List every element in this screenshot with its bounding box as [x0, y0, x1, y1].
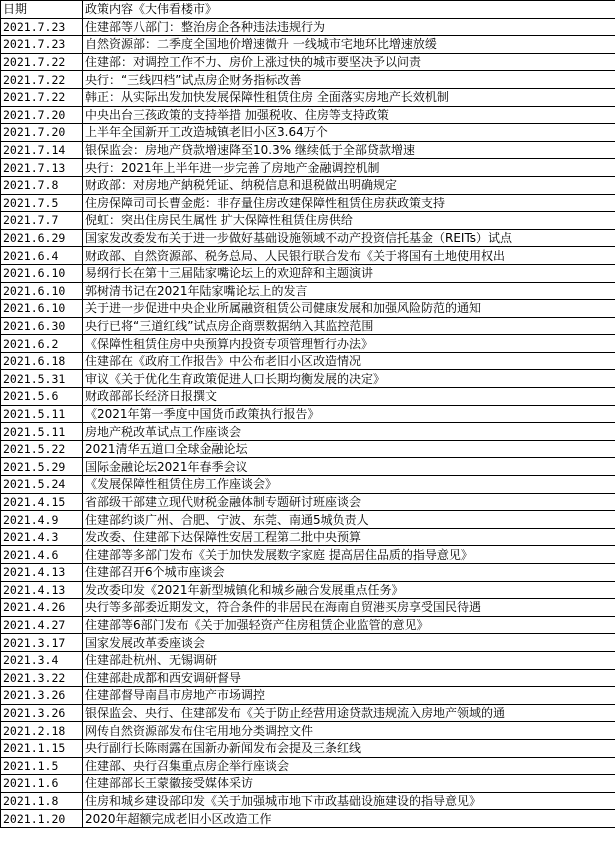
date-cell[interactable]: 2021.6.30: [1, 317, 83, 335]
date-cell[interactable]: 2021.4.15: [1, 493, 83, 511]
policy-content-cell[interactable]: 银保监会：房地产贷款增速降至10.3% 继续低于全部贷款增速: [83, 141, 615, 159]
table-row: [1, 36, 615, 54]
date-cell[interactable]: 2021.7.7: [1, 212, 83, 230]
policy-content-cell[interactable]: 国际金融论坛2021年春季会议: [83, 458, 615, 476]
policy-content-cell[interactable]: 郭树清书记在2021年陆家嘴论坛上的发言: [83, 282, 615, 300]
date-cell[interactable]: 2021.7.13: [1, 159, 83, 177]
policy-content-cell[interactable]: 自然资源部：二季度全国地价增速微升 一线城市宅地环比增速放缓: [83, 36, 615, 54]
table-row: [1, 300, 615, 318]
policy-content-cell[interactable]: 易纲行长在第十三届陆家嘴论坛上的欢迎辞和主题演讲: [83, 264, 615, 282]
policy-content-cell[interactable]: 住建部等6部门发布《关于加强轻资产住房租赁企业监管的意见》: [83, 616, 615, 634]
table-row: [1, 176, 615, 194]
table-row: [1, 388, 615, 406]
policy-content-cell[interactable]: 2020年超额完成老旧小区改造工作: [83, 810, 615, 828]
policy-content-cell[interactable]: 2021清华五道口全球金融论坛: [83, 440, 615, 458]
policy-content-cell[interactable]: 《2021年第一季度中国货币政策执行报告》: [83, 405, 615, 423]
policy-content-cell[interactable]: 住建部等多部门发布《关于加快发展数字家庭 提高居住品质的指导意见》: [83, 546, 615, 564]
policy-content-cell[interactable]: 住建部等八部门：整治房企各种违法违规行为: [83, 18, 615, 36]
date-cell[interactable]: 2021.4.26: [1, 599, 83, 617]
policy-content-cell[interactable]: 国家发展改革委座谈会: [83, 634, 615, 652]
policy-content-cell[interactable]: 住房和城乡建设部印发《关于加强城市地下市政基础设施建设的指导意见》: [83, 792, 615, 810]
policy-content-cell[interactable]: 倪虹：突出住房民生属性 扩大保障性租赁住房供给: [83, 212, 615, 230]
date-cell[interactable]: 2021.6.18: [1, 352, 83, 370]
table-row: [1, 159, 615, 177]
policy-content-cell[interactable]: 央行：2021年上半年进一步完善了房地产金融调控机制: [83, 159, 615, 177]
policy-content-cell[interactable]: 银保监会、央行、住建部发布《关于防止经营用途贷款违规流入房地产领域的通: [83, 704, 615, 722]
table-row: [1, 352, 615, 370]
table-row: [1, 687, 615, 705]
table-row: [1, 458, 615, 476]
date-cell[interactable]: 2021.1.5: [1, 757, 83, 775]
date-cell[interactable]: 2021.7.20: [1, 106, 83, 124]
table-row: [1, 335, 615, 353]
date-cell[interactable]: 2021.4.27: [1, 616, 83, 634]
date-cell[interactable]: 2021.3.26: [1, 687, 83, 705]
table-row: [1, 634, 615, 652]
policy-content-cell[interactable]: 房地产税改革试点工作座谈会: [83, 423, 615, 441]
table-row: [1, 247, 615, 265]
policy-content-cell[interactable]: 发改委、住建部下达保障性安居工程第二批中央预算: [83, 528, 615, 546]
date-cell[interactable]: 2021.1.15: [1, 739, 83, 757]
date-cell[interactable]: 2021.3.26: [1, 704, 83, 722]
date-cell[interactable]: 2021.7.14: [1, 141, 83, 159]
date-cell[interactable]: 2021.3.22: [1, 669, 83, 687]
policy-content-cell[interactable]: 《保障性租赁住房中央预算内投资专项管理暂行办法》: [83, 335, 615, 353]
date-cell[interactable]: 2021.4.6: [1, 546, 83, 564]
date-cell[interactable]: 2021.5.11: [1, 405, 83, 423]
table-row: [1, 546, 615, 564]
table-row: [1, 18, 615, 36]
date-cell[interactable]: 2021.5.24: [1, 476, 83, 494]
policy-content-cell[interactable]: 中央出台三孩政策的支持举措 加强税收、住房等支持政策: [83, 106, 615, 124]
policy-content-cell[interactable]: 住建部赴成都和西安调研督导: [83, 669, 615, 687]
date-cell[interactable]: 2021.1.8: [1, 792, 83, 810]
table-body: [1, 18, 615, 827]
date-cell[interactable]: 2021.7.23: [1, 18, 83, 36]
policy-content-cell[interactable]: 住建部督导南昌市房地产市场调控: [83, 687, 615, 705]
table-row: [1, 739, 615, 757]
date-cell[interactable]: 2021.7.8: [1, 176, 83, 194]
date-cell[interactable]: 2021.6.10: [1, 300, 83, 318]
date-cell[interactable]: 2021.7.22: [1, 53, 83, 71]
table-row: [1, 669, 615, 687]
date-cell[interactable]: 2021.4.3: [1, 528, 83, 546]
table-row: [1, 264, 615, 282]
date-cell[interactable]: 2021.6.4: [1, 247, 83, 265]
date-cell[interactable]: 2021.1.20: [1, 810, 83, 828]
date-cell[interactable]: 2021.2.18: [1, 722, 83, 740]
table-row: [1, 212, 615, 230]
table-row: [1, 476, 615, 494]
policy-content-cell[interactable]: 审议《关于优化生育政策促进人口长期均衡发展的决定》: [83, 370, 615, 388]
policy-content-cell[interactable]: 省部级干部建立现代财税金融体制专题研讨班座谈会: [83, 493, 615, 511]
table-row: [1, 88, 615, 106]
date-cell[interactable]: 2021.6.10: [1, 282, 83, 300]
policy-content-cell[interactable]: 关于进一步促进中央企业所属融资租赁公司健康发展和加强风险防范的通知: [83, 300, 615, 318]
table-row: [1, 775, 615, 793]
policy-content-cell[interactable]: 财政部：对房地产納税凭证、纳税信息和退税做出明确规定: [83, 176, 615, 194]
table-row: [1, 616, 615, 634]
table-row: [1, 651, 615, 669]
table-row: [1, 792, 615, 810]
table-row: [1, 194, 615, 212]
table-row: [1, 581, 615, 599]
policy-content-cell[interactable]: 住建部部长王蒙徽接受媒体采访: [83, 775, 615, 793]
policy-content-cell[interactable]: 央行已将“三道红线”试点房企商票数据纳入其监控范围: [83, 317, 615, 335]
policy-content-cell[interactable]: 国家发改委发布关于进一步做好基础设施领域不动产投资信托基金（REITs）试点: [83, 229, 615, 247]
date-cell[interactable]: 2021.5.29: [1, 458, 83, 476]
policy-content-cell[interactable]: 财政部、自然资源部、税务总局、人民银行联合发布《关于将国有土地使用权出: [83, 247, 615, 265]
date-cell[interactable]: 2021.6.29: [1, 229, 83, 247]
policy-content-cell[interactable]: 住房保障司司长曹金彪：非存量住房改建保障性租赁住房获政策支持: [83, 194, 615, 212]
table-row: [1, 440, 615, 458]
policy-content-cell[interactable]: 央行等多部委近期发文，符合条件的非居民在海南自贸港买房享受国民待遇: [83, 599, 615, 617]
date-cell[interactable]: 2021.5.6: [1, 388, 83, 406]
table-row: [1, 53, 615, 71]
date-cell[interactable]: 2021.4.13: [1, 581, 83, 599]
date-cell[interactable]: 2021.5.11: [1, 423, 83, 441]
table-row: [1, 405, 615, 423]
date-cell[interactable]: 2021.6.2: [1, 335, 83, 353]
date-cell[interactable]: 2021.6.10: [1, 264, 83, 282]
table-row: [1, 141, 615, 159]
table-row: [1, 317, 615, 335]
table-row: [1, 71, 615, 89]
table-row: [1, 370, 615, 388]
date-cell[interactable]: 2021.4.9: [1, 511, 83, 529]
policy-content-cell[interactable]: 财政部部长经济日报撰文: [83, 388, 615, 406]
table-row: [1, 704, 615, 722]
date-cell[interactable]: 2021.7.23: [1, 36, 83, 54]
table-row: [1, 564, 615, 582]
date-cell[interactable]: 2021.5.22: [1, 440, 83, 458]
policy-content-cell[interactable]: 央行副行长陈雨露在国新办新闻发布会提及三条红线: [83, 739, 615, 757]
table-row: [1, 722, 615, 740]
header-row: [1, 1, 615, 19]
table-row: [1, 282, 615, 300]
policy-content-cell[interactable]: 央行：“三线四档”试点房企财务指标改善: [83, 71, 615, 89]
date-cell[interactable]: 2021.7.22: [1, 88, 83, 106]
policy-content-cell[interactable]: 网传自然资源部发布住宅用地分类调控文件: [83, 722, 615, 740]
table-row: [1, 493, 615, 511]
date-cell[interactable]: 2021.3.17: [1, 634, 83, 652]
date-cell[interactable]: 2021.4.13: [1, 564, 83, 582]
date-cell[interactable]: 2021.5.31: [1, 370, 83, 388]
table-row: [1, 810, 615, 828]
table-row: [1, 106, 615, 124]
policy-content-cell[interactable]: 发改委印发《2021年新型城镇化和城乡融合发展重点任务》: [83, 581, 615, 599]
policy-content-cell[interactable]: 住建部赴杭州、无锡调研: [83, 651, 615, 669]
policy-content-cell[interactable]: 住建部：对调控工作不力、房价上涨过快的城市要坚决予以问责: [83, 53, 615, 71]
table-row: [1, 511, 615, 529]
policy-content-cell[interactable]: 《发展保障性租赁住房工作座谈会》: [83, 476, 615, 494]
policy-content-cell[interactable]: 住建部在《政府工作报告》中公布老旧小区改造情况: [83, 352, 615, 370]
table-row: [1, 229, 615, 247]
table-row: [1, 528, 615, 546]
policy-content-cell[interactable]: 住建部召开6个城市座谈会: [83, 564, 615, 582]
header-content[interactable]: 政策内容《大伟看楼市》: [83, 1, 615, 19]
date-cell[interactable]: 2021.7.20: [1, 124, 83, 142]
date-cell[interactable]: 2021.7.5: [1, 194, 83, 212]
date-cell[interactable]: 2021.3.4: [1, 651, 83, 669]
date-cell[interactable]: 2021.1.6: [1, 775, 83, 793]
policy-content-cell[interactable]: 韩正：从实际出发加快发展保障性租赁住房 全面落实房地产长效机制: [83, 88, 615, 106]
policy-content-cell[interactable]: 上半年全国新开工改造城镇老旧小区3.64万个: [83, 124, 615, 142]
header-date[interactable]: 日期: [1, 1, 83, 19]
date-cell[interactable]: 2021.7.22: [1, 71, 83, 89]
table-row: [1, 599, 615, 617]
table-row: [1, 423, 615, 441]
table-row: [1, 757, 615, 775]
policy-content-cell[interactable]: 住建部、央行召集重点房企举行座谈会: [83, 757, 615, 775]
policy-content-cell[interactable]: 住建部约谈广州、合肥、宁波、东莞、南通5城负责人: [83, 511, 615, 529]
table-row: [1, 124, 615, 142]
